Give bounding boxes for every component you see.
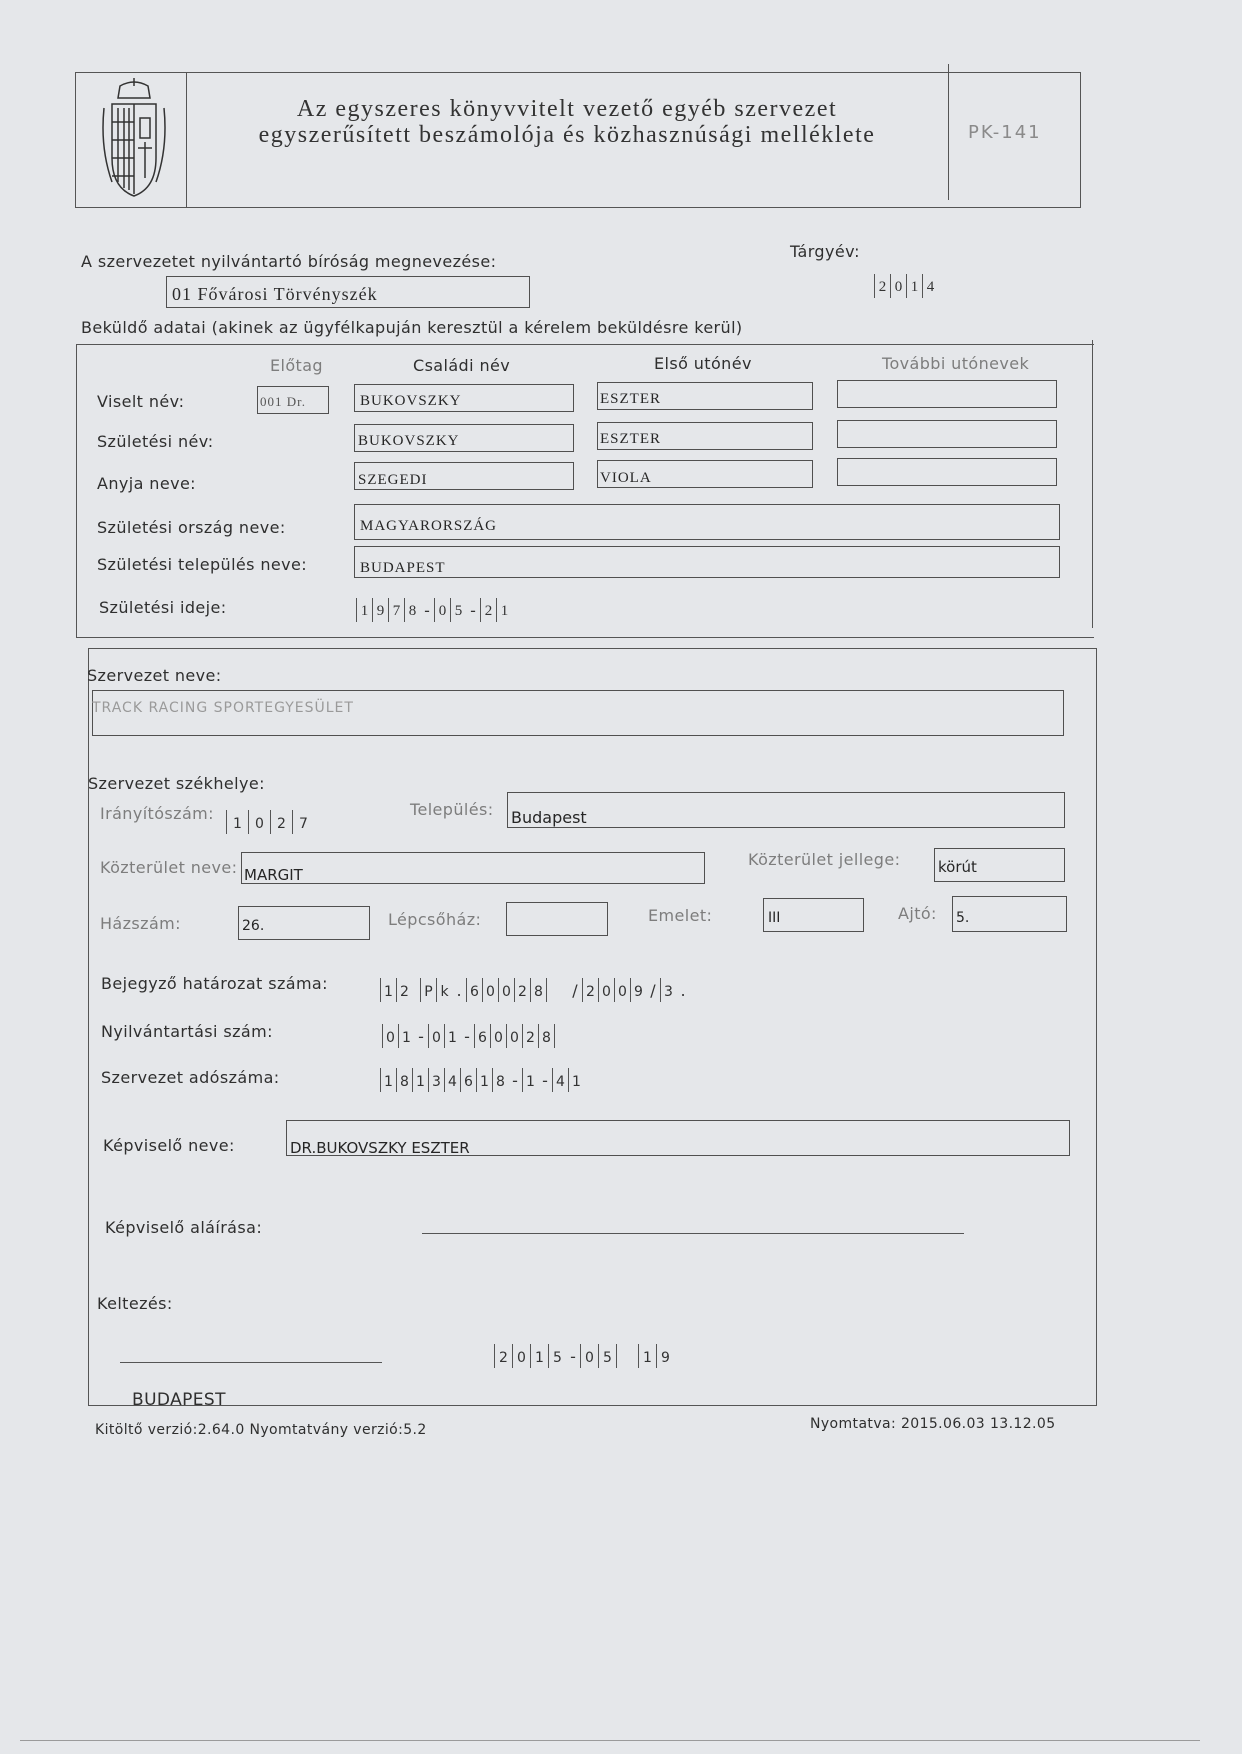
tax-separator: - — [512, 1070, 518, 1090]
birth-city-label: Születési település neve: — [97, 555, 308, 574]
sender-title: Beküldő adatai (akinek az ügyfélkapuján keresztül a kérelem beküldésre kerül) — [81, 318, 743, 337]
sign-date-digit: 2 — [494, 1344, 512, 1368]
tax-digit: 1 — [412, 1068, 428, 1092]
signature-line[interactable] — [422, 1233, 964, 1234]
stair-field[interactable] — [506, 902, 608, 936]
tax-digit: 6 — [460, 1068, 476, 1092]
name-family-value: BUKOVSZKY — [360, 393, 462, 409]
birth-date-separator: - — [470, 600, 476, 620]
registry-digit: 0 — [382, 1024, 398, 1048]
header-divider-left — [186, 72, 187, 208]
tax-digit: 1 — [476, 1068, 492, 1092]
registry-digit: 1 — [398, 1024, 414, 1048]
resolution-char: 0 — [598, 978, 614, 1002]
birth-date-digit: 9 — [372, 598, 388, 622]
zip-digit: 0 — [248, 810, 270, 834]
birth-date-digit: 1 — [496, 598, 512, 622]
year-label: Tárgyév: — [790, 242, 860, 261]
tax-digit: 8 — [492, 1068, 508, 1092]
sign-date-separator: - — [570, 1346, 576, 1366]
resolution-separator: . — [456, 980, 462, 1000]
seat-city-value: Budapest — [511, 808, 587, 827]
birth-date-digit: 7 — [388, 598, 404, 622]
zip-digit: 7 — [292, 810, 314, 834]
zip-label: Irányítószám: — [100, 804, 214, 823]
birth-date-field[interactable] — [356, 596, 512, 622]
resolution-separator: . — [680, 980, 686, 1000]
year-digit: 2 — [874, 274, 890, 298]
print-timestamp: Nyomtatva: 2015.06.03 13.12.05 — [810, 1416, 1056, 1432]
door-label: Ajtó: — [898, 904, 937, 923]
mother-family-value: SZEGEDI — [358, 472, 428, 488]
zip-field[interactable] — [226, 808, 314, 834]
tax-digit: 1 — [380, 1068, 396, 1092]
registry-label: Nyilvántartási szám: — [101, 1022, 273, 1041]
worn-name-label: Viselt név: — [97, 392, 185, 411]
birthname-first-value: ESZTER — [600, 431, 661, 447]
signature-label: Képviselő aláírása: — [105, 1218, 263, 1237]
street-value: MARGIT — [244, 866, 303, 884]
seat-city-field[interactable] — [507, 792, 1065, 828]
birthname-other-field[interactable] — [837, 420, 1057, 448]
zip-digit: 2 — [270, 810, 292, 834]
house-value: 26. — [242, 918, 265, 934]
tax-digit: 4 — [552, 1068, 568, 1092]
resolution-char: 0 — [498, 978, 514, 1002]
coat-of-arms-logo — [98, 78, 170, 204]
form-title-line1: Az egyszeres könyvvitelt vezető egyéb szervezet — [296, 96, 838, 122]
org-seat-label: Szervezet székhelye: — [88, 774, 265, 793]
col-first-header: Első utónév — [654, 354, 752, 373]
court-value: 01 Fővárosi Törvényszék — [172, 284, 378, 304]
year-digit: 1 — [906, 274, 922, 298]
registry-digit: 6 — [474, 1024, 490, 1048]
resolution-char — [546, 978, 568, 1002]
resolution-char: 6 — [466, 978, 482, 1002]
resolution-char: 0 — [614, 978, 630, 1002]
sign-date-digit: 0 — [580, 1344, 598, 1368]
birth-date-digit: 5 — [450, 598, 466, 622]
resolution-char: 2 — [396, 978, 412, 1002]
court-label: A szervezetet nyilvántartó bíróság megnevezése: — [81, 252, 497, 271]
col-prefix-header: Előtag — [270, 356, 323, 375]
resolution-char: 3 — [660, 978, 676, 1002]
sign-date-digit: 0 — [512, 1344, 530, 1368]
birth-date-digit: 0 — [434, 598, 450, 622]
birth-date-separator: - — [424, 600, 430, 620]
sender-section-right-edge — [1092, 340, 1093, 628]
representative-label: Képviselő neve: — [103, 1136, 235, 1155]
resolution-label: Bejegyző határozat száma: — [101, 974, 328, 993]
door-value: 5. — [956, 910, 970, 926]
birth-country-label: Születési ország neve: — [97, 518, 286, 537]
birth-date-digit: 8 — [404, 598, 420, 622]
mother-name-label: Anyja neve: — [97, 474, 196, 493]
birth-name-label: Születési név: — [97, 432, 214, 451]
year-field[interactable] — [874, 272, 938, 298]
tax-digit: 4 — [444, 1068, 460, 1092]
resolution-char: 2 — [582, 978, 598, 1002]
resolution-char: 1 — [380, 978, 396, 1002]
org-name-label: Szervezet neve: — [87, 666, 222, 685]
year-digit: 4 — [922, 274, 938, 298]
resolution-char: 8 — [530, 978, 546, 1002]
sign-date-digit: 1 — [638, 1344, 656, 1368]
registry-digit — [554, 1024, 578, 1048]
registry-digit: 0 — [506, 1024, 522, 1048]
tax-separator: - — [542, 1070, 548, 1090]
tax-digit: 8 — [396, 1068, 412, 1092]
resolution-char: k — [436, 978, 452, 1002]
page-bottom-line — [20, 1740, 1200, 1741]
signing-place: BUDAPEST — [132, 1390, 226, 1410]
seat-city-label: Település: — [410, 800, 494, 819]
name-other-field[interactable] — [837, 380, 1057, 408]
street-type-value: körút — [938, 858, 977, 876]
form-title-line2: egyszerűsített beszámolója és közhasznúsági melléklete — [258, 122, 876, 148]
col-other-header: További utónevek — [882, 354, 1030, 373]
street-type-label: Közterület jellege: — [748, 850, 901, 869]
name-first-value: ESZTER — [600, 391, 661, 407]
sign-date-digit: 5 — [598, 1344, 616, 1368]
tax-digit: 1 — [568, 1068, 584, 1092]
sign-date-digit — [616, 1344, 638, 1368]
floor-value: III — [768, 910, 781, 926]
street-field[interactable] — [241, 852, 705, 884]
registry-digit: 0 — [428, 1024, 444, 1048]
street-label: Közterület neve: — [100, 858, 238, 877]
birthname-family-value: BUKOVSZKY — [358, 433, 460, 449]
birth-country-value: MAGYARORSZÁG — [360, 518, 498, 534]
registry-digit: 0 — [490, 1024, 506, 1048]
header-divider-right — [948, 64, 949, 200]
date-label: Keltezés: — [97, 1294, 173, 1313]
mother-first-value: VIOLA — [600, 470, 652, 486]
registry-digit: 2 — [522, 1024, 538, 1048]
floor-label: Emelet: — [648, 906, 713, 925]
registry-separator: - — [464, 1026, 470, 1046]
mother-other-field[interactable] — [837, 458, 1057, 486]
col-family-header: Családi név — [413, 356, 511, 375]
resolution-char: 0 — [482, 978, 498, 1002]
tax-number-label: Szervezet adószáma: — [101, 1068, 280, 1087]
version-info: Kitöltő verzió:2.64.0 Nyomtatvány verzió:5.2 — [95, 1422, 427, 1438]
form-code: PK-141 — [968, 122, 1042, 143]
resolution-field[interactable] — [380, 976, 690, 1002]
zip-digit: 1 — [226, 810, 248, 834]
registry-field[interactable] — [382, 1022, 578, 1048]
registry-digit: 8 — [538, 1024, 554, 1048]
birth-city-field[interactable] — [354, 546, 1060, 578]
registry-digit: 1 — [444, 1024, 460, 1048]
stair-label: Lépcsőház: — [388, 910, 482, 929]
resolution-separator: / — [650, 980, 656, 1000]
sign-date-field[interactable] — [494, 1342, 674, 1368]
sign-date-digit: 9 — [656, 1344, 674, 1368]
birth-date-label: Születési ideje: — [99, 598, 227, 617]
resolution-char: 9 — [630, 978, 646, 1002]
resolution-separator: / — [572, 980, 578, 1000]
representative-value: DR.BUKOVSZKY ESZTER — [290, 1139, 470, 1157]
tax-number-field[interactable] — [380, 1066, 584, 1092]
year-digit: 0 — [890, 274, 906, 298]
sign-date-digit: 5 — [548, 1344, 566, 1368]
birth-date-digit: 2 — [480, 598, 496, 622]
place-line — [120, 1362, 382, 1363]
name-prefix-value: 001 Dr. — [260, 394, 306, 409]
tax-digit: 1 — [522, 1068, 538, 1092]
registry-separator: - — [418, 1026, 424, 1046]
birth-city-value: BUDAPEST — [360, 560, 446, 576]
resolution-char: 2 — [514, 978, 530, 1002]
tax-digit: 3 — [428, 1068, 444, 1092]
house-label: Házszám: — [100, 914, 181, 933]
birth-date-digit: 1 — [356, 598, 372, 622]
sign-date-digit: 1 — [530, 1344, 548, 1368]
resolution-char: P — [420, 978, 436, 1002]
org-name-value: TRACK RACING SPORTEGYESÜLET — [92, 700, 354, 716]
